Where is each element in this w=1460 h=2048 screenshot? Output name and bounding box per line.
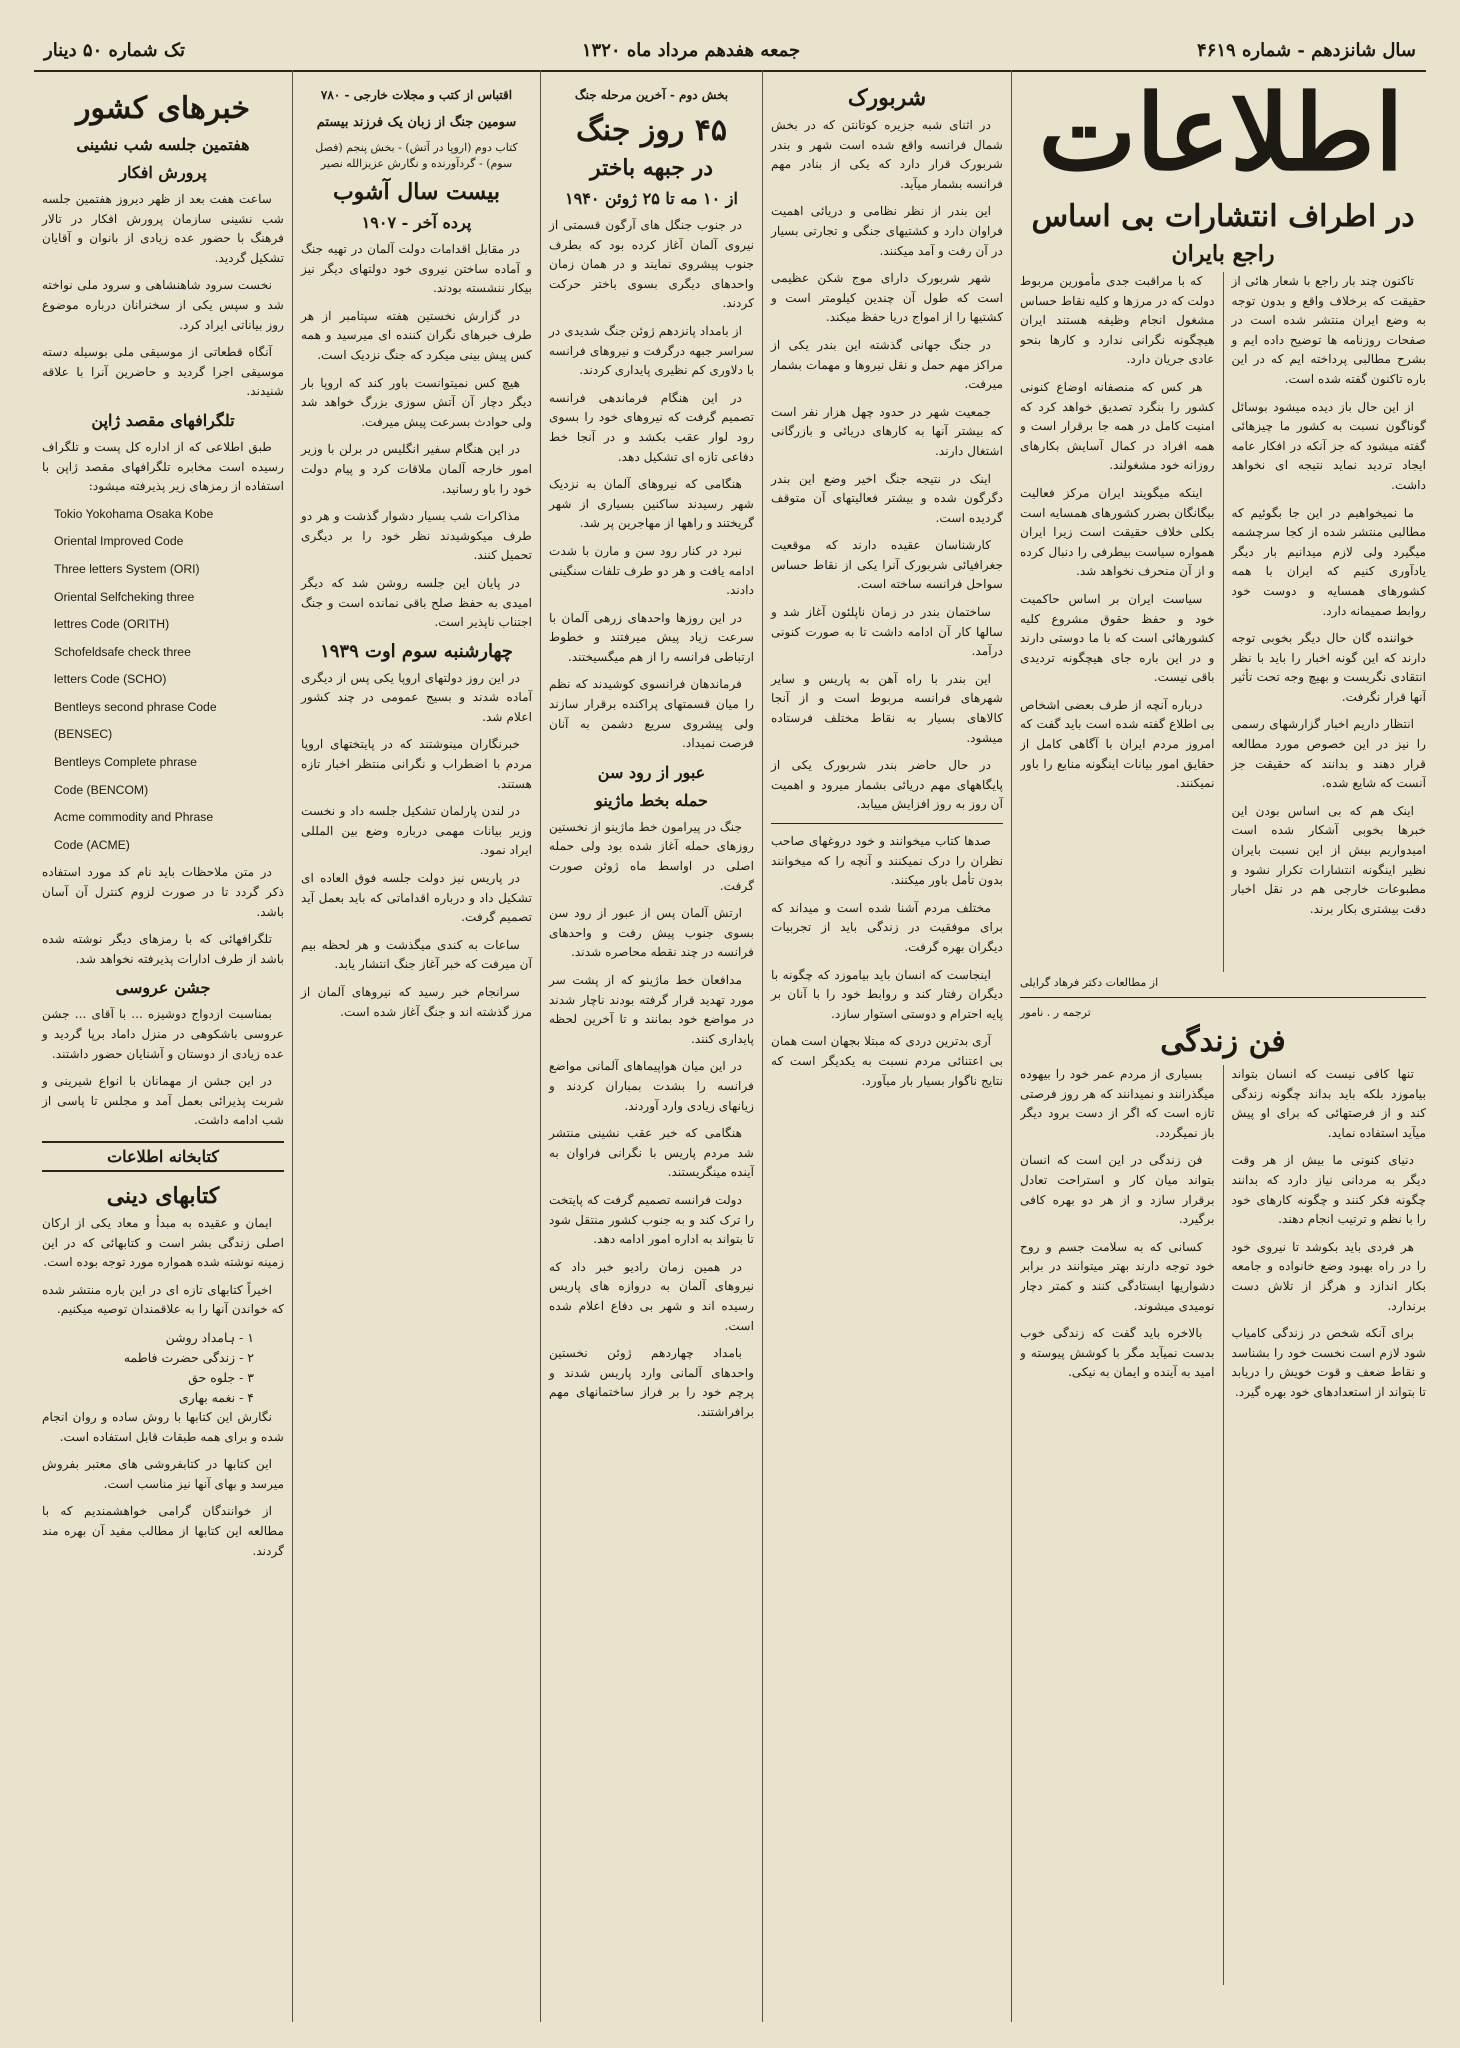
lead-paragraph: خواننده گان حال دیگر بخوبی توجه دارند که این گونه اخبار را باید با نظر انتقادی نگریست و بهیچ وجه تحت تأثیر آنها قرار نگرفت. xyxy=(1231,631,1426,704)
feature-body-col-a xyxy=(1223,1065,1427,1985)
serial-paragraph: آری بدترین دردی که مبتلا بجهان است همان بی اعتنائی مردم نسبت به یکدیگر است که نتایج ناگوار بسیار بار میآورد. xyxy=(771,1034,1003,1088)
serial-paragraph: در جنگ جهانی گذشته این بندر یکی از مراکز مهم حمل و نقل نیروها و مهمات بشمار میرفت. xyxy=(771,337,1003,392)
serial-paragraph: در اثنای شبه جزیره کوتانتن که در بخش شمال فرانسه واقع شده است شهر و بندر شربورک قرار دارد که یکی از بنادر مهم فرانسه بشمار میآید. xyxy=(771,118,1003,191)
lead-paragraph: اینکه میگویند ایران مرکز فعالیت بیگانگان بضرر کشورهای همسایه است بکلی خلاف حقیقت است زیرا ایران همواره سیاست بیطرفی را دنبال کرده و از آن منحرف نخواهد شد. xyxy=(1020,485,1215,579)
national-paragraph: در متن ملاحظات باید نام کد مورد استفاده ذکر گردد تا در صورت لزوم کنترل آن آسان باشد. xyxy=(42,865,284,919)
book-paragraph: این کتابها در کتابفروشی های معتبر بفروش میرسد و بهای آنها نیز مناسب است. xyxy=(42,1457,284,1491)
national-paragraph: در این جشن از مهمانان با انواع شیرینی و شربت پذیرائی بعمل آمد و مجلس تا پاسی از شب ادامه داشت. xyxy=(42,1074,284,1128)
series-paragraph: در پاریس نیز دولت جلسه فوق العاده ای تشکیل داد و درباره اقداماتی که باید بعمل آید تصمیم گرفت. xyxy=(301,871,532,925)
series-subtitle: پرده آخر - ۱۹۰۷ xyxy=(361,213,472,232)
series-column xyxy=(292,70,540,2022)
book-list-item: ۲ - زندگی حضرت فاطمه xyxy=(123,1349,254,1365)
war-paragraph: دولت فرانسه تصمیم گرفت که پایتخت را ترک کند و به جنوب کشور منتقل شود تا بتواند به اداره امور ادامه دهد. xyxy=(549,1192,754,1247)
war-subheading: عبور از رود سن xyxy=(597,762,706,782)
telegraph-code: Bentleys Complete phrase xyxy=(54,755,197,770)
national-paragraph: بمناسبت ازدواج دوشیزه ... با آقای ... جشن عروسی باشکوهی در منزل داماد برپا گردید و عده زیادی از دوستان و آشنایان حضور داشتند. xyxy=(42,1007,284,1061)
serial-paragraph: کارشناسان عقیده دارند که موقعیت جغرافیائی شربورک آنرا یکی از نقاط حساس سواحل فرانسه ساخته است. xyxy=(771,538,1003,592)
serial-column xyxy=(762,70,1012,2022)
lead-paragraph: که با مراقبت جدی مأمورین مربوط دولت که در مرزها و کلیه نقاط حساس مشغول انجام وظیفه هستند ایران هیچگونه نگرانی ندارد و کارها بنحو عادی جریان دارد. xyxy=(1020,274,1215,367)
national-news-column xyxy=(34,70,292,2022)
lead-paragraph: اینک هم که بی اساس بودن این خبرها بخوبی آشکار شده است امیدواریم بیش از این نسبت بایران نظیر اینگونه انتشارات تکرار نشود و مطبوعات خارجی هم در نقل اخبار دقت بیشتری بکار برند. xyxy=(1231,803,1426,916)
feature-body xyxy=(1020,1065,1426,1985)
feature-body-col-b xyxy=(1020,1065,1215,1985)
feature-paragraph: برای آنکه شخص در زندگی کامیاب شود لازم است نخست خود را بشناسد و نقاط ضعف و قوت خویش را دریابد تا بتواند از استعدادهای خود بهره گیرد. xyxy=(1231,1326,1426,1399)
serial-paragraph: اینک در نتیجه جنگ اخیر وضع این بندر دگرگون شده و بیشتر فعالیتهای آن متوقف گردیده است. xyxy=(771,471,1003,525)
book-list xyxy=(42,1328,284,1408)
war-paragraph: نبرد در کنار رود سن و مارن با شدت ادامه یافت و هر دو طرف تلفات سنگینی دادند. xyxy=(549,543,754,598)
war-column xyxy=(540,70,762,2022)
telegraph-code: Tokio Yokohama Osaka Kobe xyxy=(54,506,214,521)
series-paragraph: سرانجام خبر رسید که نیروهای آلمان از مرز گذشته اند و جنگ آغاز شده است. xyxy=(301,985,532,1019)
lead-paragraph: انتظار داریم اخبار گزارشهای رسمی را نیز در این خصوص مورد مطالعه قرار دهند و بدانند که حقیقت جز آنست که شایع شده. xyxy=(1231,717,1426,791)
series-paragraph: در این هنگام سفیر انگلیس در برلن با وزیر امور خارجه آلمان ملاقات کرد و پیام دولت خود را باو رسانید. xyxy=(301,442,532,496)
national-item-title: تلگرافهای مقصد ژاپن xyxy=(91,410,235,430)
lead-paragraph: هر کس که منصفانه اوضاع کنونی کشور را بنگرد تصدیق خواهد کرد که امنیت کامل در همه جا برقرار است و همه افراد در کمال آسایش بکارهای روزانه خود مشغولند. xyxy=(1020,379,1215,473)
telegraph-code: lettres Code (ORITH) xyxy=(54,617,170,632)
feature-paragraph: فن زندگی در این است که انسان بتواند میان کار و استراحت تعادل برقرار سازد و از هر دو بهره کافی برگیرد. xyxy=(1020,1153,1215,1227)
book-paragraph: نگارش این کتابها با روش ساده و روان انجام شده و برای همه طبقات قابل استفاده است. xyxy=(42,1409,284,1444)
masthead-logo: اطلاعات xyxy=(1038,71,1404,194)
lead-body-col-b xyxy=(1020,272,1215,972)
feature-title: فن زندگی xyxy=(1160,1024,1286,1059)
serial-paragraph: جمعیت شهر در حدود چهل هزار نفر است که بیشتر آنها به کارهای دریائی و بازرگانی اشتغال دارند. xyxy=(771,404,1003,458)
telegraph-code: Acme commodity and Phrase xyxy=(54,810,214,825)
series-kicker: اقتباس از کتب و مجلات خارجی - ۷۸۰ xyxy=(320,88,513,102)
telegraph-code: Code (ACME) xyxy=(54,837,130,852)
war-paragraph: در این هنگام فرماندهی فرانسه تصمیم گرفت که نیروهای خود را بسوی رود لوار عقب بکشد و در آنجا خط دفاعی تازه ای تشکیل دهد. xyxy=(549,390,754,464)
series-headline: سومین جنگ از زبان یک فرزند بیستم xyxy=(316,115,517,130)
series-paragraph: در پایان این جلسه روشن شد که دیگر امیدی به حفظ صلح باقی نمانده است و جنگ اجتناب ناپذیر است. xyxy=(301,575,532,630)
war-paragraph: در این روزها واحدهای زرهی آلمان با سرعت زیاد پیش میرفتند و خطوط ارتباطی فرانسه را از هم میگسیختند. xyxy=(549,610,754,664)
lead-credit: از مطالعات دکتر فرهاد گرایلی xyxy=(1020,976,1159,989)
feature-paragraph: کسانی که به سلامت جسم و روح خود توجه دارند بهتر میتوانند در برابر دشواریها ایستادگی کنند و کمتر دچار نومیدی میشوند. xyxy=(1020,1239,1215,1313)
serial-paragraph: این بندر با راه آهن به پاریس و سایر شهرهای فرانسه مربوط است و از آنجا کالاهای بسیار به نقاط مختلف فرستاده میشود. xyxy=(771,671,1003,745)
library-label: کتابخانه اطلاعات xyxy=(42,1141,284,1172)
telegraph-code: Three letters System (ORI) xyxy=(54,561,200,576)
war-dates: از ۱۰ مه تا ۲۵ ژوئن ۱۹۴۰ xyxy=(565,189,738,208)
national-paragraph: ساعت هفت بعد از ظهر دیروز هفتمین جلسه شب نشینی سازمان پرورش افکار در تالار فرهنگ با حضور عده زیادی از بانوان و آقایان تشکیل گردید. xyxy=(42,192,284,265)
lead-paragraph: تاکنون چند بار راجع با شعار هائی از حقیقت که برخلاف واقع و بدون توجه به وضع ایران منتشر شده است در صفحات روزنامه ها توضیح داده ایم و بشرح مطالبی پرداخته ایم که در این باره تاکنون گفته شده است. xyxy=(1231,274,1426,386)
series-subhead: چهارشنبه سوم اوت ۱۹۳۹ xyxy=(320,640,513,662)
telegraph-code: Bentleys second phrase Code xyxy=(54,699,217,714)
national-title: خبرهای کشور xyxy=(75,91,251,126)
feature-paragraph: بسیاری از مردم عمر خود را بیهوده میگذرانند و نمیدانند که هر روز فرصتی تازه است که اگر از دست برود دیگر باز نمیگردد. xyxy=(1020,1067,1215,1140)
war-subheading: حمله بخط ماژینو xyxy=(595,790,708,810)
national-item-subtitle: پرورش افکار xyxy=(119,163,207,182)
telegraph-code: Oriental Improved Code xyxy=(54,534,184,549)
book-list-item: ۱ - ہامداد روشن xyxy=(165,1329,254,1345)
national-item-title: جشن عروسی xyxy=(115,978,211,998)
series-paragraph: در لندن پارلمان تشکیل جلسه داد و نخست وزیر بیانات مهمی درباره وضع بین المللی ایراد نمود. xyxy=(301,804,532,858)
war-paragraph: از بامداد پانزدهم ژوئن جنگ شدیدی در سراسر جبهه درگرفت و نیروهای فرانسه با دلاوری کم نظیری پایداری کردند. xyxy=(549,323,754,378)
book-paragraph: ایمان و عقیده به مبدأ و معاد یکی از ارکان اصلی زندگی بشر است و کتابهائی که در این زمینه نوشته شده همواره مورد توجه بوده است. xyxy=(42,1215,284,1270)
war-paragraph: ارتش آلمان پس از عبور از رود سن بسوی جنوب پیش رفت و واحدهای فرانسه در چند نقطه محاصره شدند. xyxy=(549,906,754,960)
top-bar xyxy=(34,30,1426,72)
series-paragraph: هیچ کس نمیتوانست باور کند که اروپا بار دیگر دچار آن آتش سوزی بزرگ خواهد شد ولی حوادث بسرعت پیش میرفت. xyxy=(301,375,532,429)
lead-column xyxy=(1020,194,1426,2022)
feature-translator: ترجمه ر . نامور xyxy=(1020,1006,1091,1019)
national-paragraph: تلگرافهائی که با رمزهای دیگر نوشته شده باشد از طرف ادارات پذیرفته نخواهد شد. xyxy=(42,932,284,966)
lead-paragraph: سیاست ایران بر اساس حاکمیت خود و حفظ حقوق مشروع کلیه کشورهائی است که با ما دوستی دارند و در این باره جای هیچگونه تردیدی باقی نیست. xyxy=(1020,591,1215,685)
series-paragraph: در گزارش نخستین هفته سپتامبر از هر طرف خبرهای نگران کننده ای میرسید و همه کس پیش بینی میکرد که جنگ نزدیک است. xyxy=(301,308,532,362)
book-list-item: ۴ - نغمه بهاری xyxy=(178,1389,254,1405)
war-paragraph: در همین زمان رادیو خبر داد که نیروهای آلمان به دروازه های پاریس رسیده اند و شهر بی دفاع اعلام شده است. xyxy=(549,1259,754,1333)
serial-paragraph: ساختمان بندر در زمان ناپلئون آغاز شد و سالها کار آن ادامه داشت تا به صورت کنونی درآمد. xyxy=(771,605,1003,659)
national-paragraph: نخست سرود شاهنشاهی و سرود ملی نواخته شد و سپس یکی از سخنرانان درباره موضوع روز بیاناتی ایراد کرد. xyxy=(42,278,284,332)
telegraph-code: (BENSEC) xyxy=(54,727,113,742)
serial-paragraph: شهر شربورک دارای موج شکن عظیمی است که طول آن چندین کیلومتر است و کشتیها را از امواج دریا حفظ میکند. xyxy=(771,271,1003,325)
book-title: کتابهای دینی xyxy=(106,1182,220,1209)
lead-body xyxy=(1020,272,1426,972)
feature-paragraph: دنیای کنونی ما بیش از هر وقت دیگر به مردانی نیاز دارد که بدانند چگونه فکر کنند و چگونه کارهای خود را با نظم و ترتیب انجام دهند. xyxy=(1231,1153,1426,1227)
series-byline: کتاب دوم (اروپا در آتش) - بخش پنجم (فصل سوم) - گردآورنده و نگارش عزیزالله نصیر xyxy=(315,141,518,170)
war-title: ۴۵ روز جنگ xyxy=(575,113,728,148)
issue-number: سال شانزدهم - شماره ۴۶۱۹ xyxy=(1197,39,1416,61)
series-paragraph: خبرنگاران مینوشتند که در پایتختهای اروپا مردم با اضطراب و نگرانی منتظر اخبار تازه هستند. xyxy=(301,737,532,791)
book-paragraph: اخیراً کتابهای تازه ای در این باره منتشر شده که خواندن آنها را به علاقمندان توصیه میکنیم. xyxy=(42,1282,284,1317)
feature-paragraph: بالاخره باید گفت که زندگی خوب بدست نمیآید مگر با کوشش پیوسته و امید به آینده و ایمان به نیکی. xyxy=(1020,1326,1215,1380)
lead-subtitle: راجع بایران xyxy=(1171,241,1275,267)
lead-paragraph: ما نمیخواهیم در این جا بگوئیم که مطالبی منتشر شده از کجا سرچشمه میگیرد ولی لازم میدانیم بار دیگر یادآوری کنیم که ایران با همه کشورهای همسایه و دوست خود روابط صمیمانه دارد. xyxy=(1231,505,1426,618)
serial-title: شربورک xyxy=(847,85,927,111)
war-paragraph: فرماندهان فرانسوی کوشیدند که نظم را میان قسمتهای پراکنده برقرار سازند ولی پیشروی سریع دشمن به آنان فرصت نمیداد. xyxy=(549,677,754,751)
feature-paragraph: هر فردی باید بکوشد تا نیروی خود را در راه بهبود وضع خانواده و جامعه بکار اندازد و هرگز از تلاش دست برندارد. xyxy=(1231,1239,1426,1313)
newspaper-page xyxy=(34,26,1426,2022)
serial-paragraph: اینجاست که انسان باید بیاموزد که چگونه با دیگران رفتار کند و روابط خود را با آنان بر پایه احترام و دوستی استوار سازد. xyxy=(771,967,1003,1021)
serial-paragraph: در حال حاضر بندر شربورک یکی از پایگاههای مهم دریائی بشمار میرود و اهمیت آن روز به روز افزایش مییابد. xyxy=(771,758,1003,812)
war-subtitle: در جبهه باختر xyxy=(589,155,714,181)
issue-date: جمعه هفدهم مرداد ماه ۱۳۲۰ xyxy=(581,39,801,61)
book-paragraph: از خوانندگان گرامی خواهشمندیم که با مطالعه این کتابها از مطالب مفید آن بهره مند گردند. xyxy=(42,1504,284,1558)
serial-paragraph: مختلف مردم آشنا شده است و میداند که برای موفقیت در زندگی باید از تجربیات دیگران بهره گرفت. xyxy=(771,900,1003,954)
war-paragraph: هنگامی که نیروهای آلمان به نزدیک شهر رسیدند ساکنین بسیاری از شهر گریختند و راهها از مهاجرین پر شد. xyxy=(549,477,754,531)
war-paragraph: مدافعان خط ماژینو که از پشت سر مورد تهدید قرار گرفته بودند ناچار شدند در مواضع خود بمانند و تا آخرین لحظه پایداری کنند. xyxy=(549,973,754,1046)
war-paragraph: جنگ در پیرامون خط ماژینو از نخستین روزهای حمله آغاز شده بود ولی حمله اصلی در اواسط ماه ژوئن صورت گرفت. xyxy=(549,819,754,893)
divider xyxy=(1020,997,1426,998)
telegraph-code: Schofeldsafe check three xyxy=(54,644,191,659)
lead-body-col-a xyxy=(1223,272,1427,972)
lead-paragraph: درباره آنچه از طرف بعضی اشخاص بی اطلاع گفته شده است باید گفت که امروز مردم ایران با آگاهی کامل از حقایق امور بیانات اینگونه منابع را باور نمیکنند. xyxy=(1020,697,1215,791)
lead-title: در اطراف انتشارات بی اساس xyxy=(1031,199,1415,234)
book-list-item: ۳ - جلوه حق xyxy=(188,1369,254,1385)
war-paragraph: در این میان هواپیماهای آلمانی مواضع فرانسه را بشدت بمباران کردند و زیانهای زیادی وارد آوردند. xyxy=(549,1059,754,1113)
telegraph-code: letters Code (SCHO) xyxy=(54,672,167,687)
war-paragraph: در جنوب جنگل های آرگون قسمتی از نیروی آلمان آغاز کرده بود که بطرف جنوب پیشروی نمایند و در همان زمان واحدهای دیگری بسوی باختر حرکت کردند. xyxy=(549,218,754,311)
national-item-title: هفتمین جلسه شب نشینی xyxy=(76,135,250,154)
serial-paragraph: این بندر از نظر نظامی و دریائی اهمیت فراوان دارد و کشتیهای جنگی و تجارتی بسیار در آن رفت و آمد میکنند. xyxy=(771,204,1003,258)
issue-price: تک شماره ۵۰ دینار xyxy=(44,39,185,61)
telegraph-code: Oriental Selfcheking three xyxy=(54,589,195,604)
series-paragraph: مذاکرات شب بسیار دشوار گذشت و هر دو طرف میکوشیدند نظر خود را بر دیگری تحمیل کنند. xyxy=(301,509,532,563)
series-paragraph: در مقابل اقدامات دولت آلمان در تهیه جنگ و آماده ساختن نیروی خود دولتهای دیگر نیز بیکار ننشسته بودند. xyxy=(301,242,532,296)
national-paragraph: آنگاه قطعاتی از موسیقی ملی بوسیله دسته موسیقی اجرا گردید و حاضرین آنرا با علاقه شنیدند. xyxy=(42,345,284,399)
lead-paragraph: از این حال باز دیده میشود بوسائل گوناگون نسبت به کشور ما چیزهائی گفته میشود که جز آنکه در افکار عامه ایجاد تردید نماید نتیجه ای نخواهد داشت. xyxy=(1231,399,1426,492)
national-paragraph: طبق اطلاعی که از اداره کل پست و تلگراف رسیده است مخابره تلگرافهای مقصد ژاپن با استفاده از رمزهای زیر پذیرفته میشود: xyxy=(42,439,284,494)
telegraph-code-list xyxy=(42,505,284,856)
feature-paragraph: تنها کافی نیست که انسان بتواند بیاموزد بلکه باید بداند چگونه زندگی کند و از فرصتهائی که برای او پیش میآید استفاده نماید. xyxy=(1231,1067,1426,1140)
series-paragraph: ساعات به کندی میگذشت و هر لحظه بیم آن میرفت که خبر آغاز جنگ انتشار یابد. xyxy=(301,937,532,972)
war-paragraph: هنگامی که خبر عقب نشینی منتشر شد مردم پاریس با نگرانی فراوان به آینده مینگریستند. xyxy=(549,1126,754,1180)
war-part: بخش دوم - آخرین مرحله جنگ xyxy=(574,88,729,102)
telegraph-code: Code (BENCOM) xyxy=(54,782,149,797)
series-title: بیست سال آشوب xyxy=(332,179,501,205)
divider xyxy=(771,823,1003,824)
series-paragraph: در این روز دولتهای اروپا یکی پس از دیگری آماده شدند و بسیج عمومی در چند کشور اعلام شد. xyxy=(301,670,532,724)
serial-paragraph: صدها کتاب میخوانند و خود دروغهای صاحب نظران را درک نمیکنند و آنچه را که میخوانند بدون تأمل باور میکنند. xyxy=(771,834,1003,888)
war-paragraph: بامداد چهاردهم ژوئن نخستین واحدهای آلمانی وارد پاریس شدند و پرچم خود را بر فراز ساختمانهای مهم برافراشتند. xyxy=(549,1346,754,1419)
